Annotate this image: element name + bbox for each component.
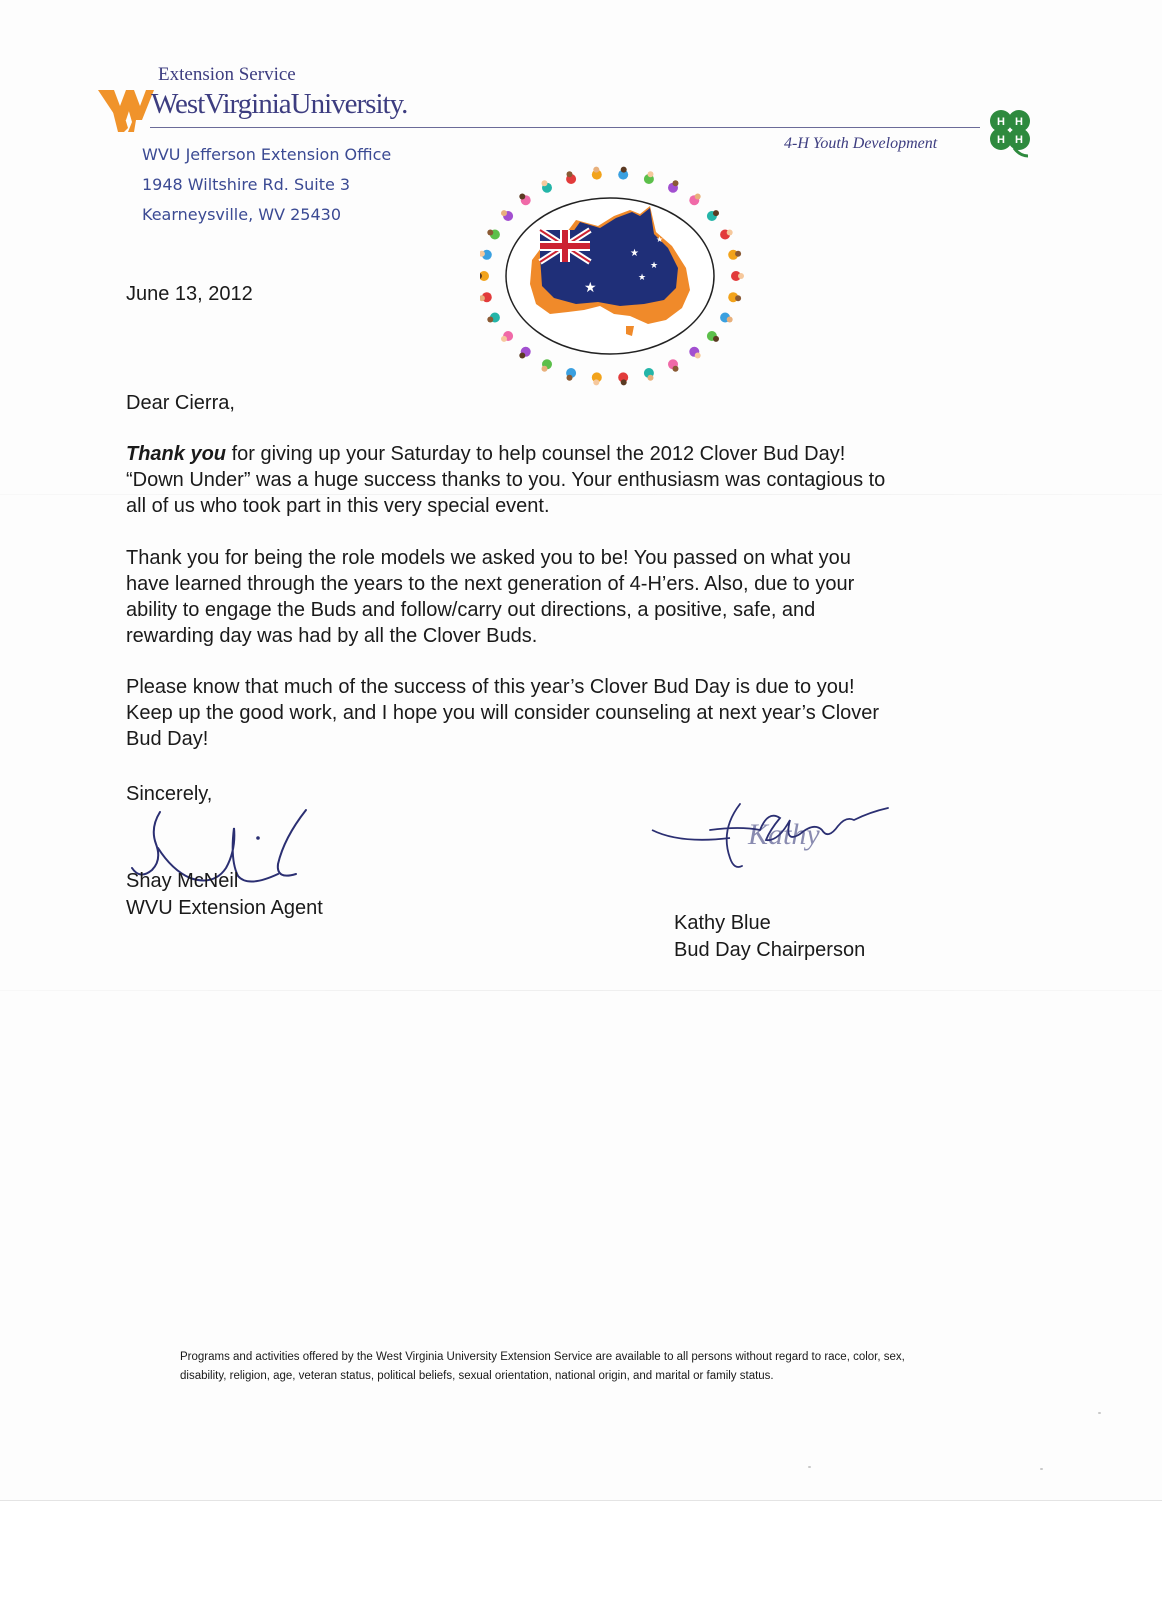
four-h-clover-icon xyxy=(984,106,1036,158)
child-head xyxy=(501,336,507,342)
signatory-title: Bud Day Chairperson xyxy=(674,939,866,961)
paragraph-line: “Down Under” was a huge success thanks to you. Your enthusiasm was contagious to xyxy=(126,469,886,491)
child-head xyxy=(695,194,701,200)
paragraph-role-models xyxy=(126,545,854,649)
child-head xyxy=(542,180,548,186)
wvu-flying-wv-logo-icon xyxy=(98,82,154,132)
paragraph-line: ability to engage the Buds and follow/carry out directions, a positive, safe, and xyxy=(126,599,816,621)
child-head xyxy=(621,379,627,385)
university-name: WestVirginiaUniversity. xyxy=(151,88,408,120)
office-street: 1948 Wiltshire Rd. Suite 3 xyxy=(142,175,351,194)
child-head xyxy=(738,273,744,279)
child-head xyxy=(673,180,679,186)
child-head xyxy=(501,210,507,216)
child-head xyxy=(713,210,719,216)
scan-speck xyxy=(1040,1468,1043,1470)
child-head xyxy=(593,167,599,173)
letterhead-divider xyxy=(150,127,980,128)
signatory-name: Kathy Blue xyxy=(674,912,771,934)
clover-letter: H xyxy=(1015,116,1023,128)
child-head xyxy=(567,171,573,177)
letter-date: June 13, 2012 xyxy=(126,283,253,305)
thank-you-emphasis: Thank you xyxy=(126,443,227,465)
signatory-shay-mcneil xyxy=(126,868,323,922)
child-head xyxy=(713,336,719,342)
child-head xyxy=(735,295,741,301)
paragraph-line: Please know that much of the success of this year’s Clover Bud Day is due to you! xyxy=(126,676,855,698)
svg-text:★: ★ xyxy=(650,260,659,270)
office-city: Kearneysville, WV 25430 xyxy=(142,205,341,224)
footer-line: disability, religion, age, veteran status, political beliefs, sexual orientation, national origin, and marital or family status. xyxy=(180,1370,774,1382)
program-label: 4-H Youth Development xyxy=(784,135,938,152)
child-head xyxy=(519,194,525,200)
child-head xyxy=(727,230,733,236)
paragraph-line: Bud Day! xyxy=(126,728,209,750)
child-head xyxy=(727,317,733,323)
child-head xyxy=(487,317,493,323)
signatory-kathy-blue xyxy=(674,910,865,964)
office-name: WVU Jefferson Extension Office xyxy=(142,145,392,164)
child-head xyxy=(673,366,679,372)
paragraph-line: Thank you for being the role models we asked you to be! You passed on what you xyxy=(126,547,851,569)
signature-kathy-blue-icon xyxy=(650,800,890,890)
signatory-name: Shay McNeil xyxy=(126,870,239,892)
child-head xyxy=(519,353,525,359)
paragraph-line: rewarding day was had by all the Clover Buds. xyxy=(126,625,538,647)
child-head xyxy=(695,353,701,359)
svg-text:★: ★ xyxy=(656,235,664,244)
letter-closing: Sincerely, xyxy=(126,783,213,805)
paragraph-line: for giving up your Saturday to help counsel the 2012 Clover Bud Day! xyxy=(226,443,846,465)
child-head xyxy=(487,230,493,236)
letter-greeting: Dear Cierra, xyxy=(126,392,235,414)
child-head xyxy=(567,375,573,381)
paragraph-line: Keep up the good work, and I hope you will consider counseling at next year’s Clover xyxy=(126,702,880,724)
svg-text:★: ★ xyxy=(638,272,647,282)
child-head xyxy=(648,375,654,381)
svg-text:★: ★ xyxy=(584,279,597,295)
extension-service-label: Extension Service xyxy=(158,64,296,85)
paragraph-success xyxy=(126,674,879,752)
paragraph-line: have learned through the years to the next generation of 4-H’ers. Also, due to your xyxy=(126,573,855,595)
office-address xyxy=(142,140,391,230)
scan-speck xyxy=(808,1466,811,1468)
scan-speck xyxy=(1098,1412,1101,1414)
svg-text:★: ★ xyxy=(630,248,639,259)
signatory-title: WVU Extension Agent xyxy=(126,897,323,919)
child-head xyxy=(648,171,654,177)
signature-script-text: Kathy xyxy=(748,818,820,851)
child-head xyxy=(735,251,741,257)
clover-letter: H xyxy=(997,116,1005,128)
clover-letter: H xyxy=(1015,134,1023,146)
paragraph-line: all of us who took part in this very special event. xyxy=(126,495,550,517)
paragraph-thanks xyxy=(126,441,885,519)
australia-clover-bud-emblem-icon xyxy=(480,156,766,400)
child-head xyxy=(593,379,599,385)
child-head xyxy=(621,167,627,173)
scanner-margin xyxy=(0,1500,1162,1601)
clover-letter: H xyxy=(997,134,1005,146)
child-head xyxy=(542,366,548,372)
footer-line: Programs and activities offered by the West Virginia University Extension Service are available to all persons without regard to race, color, sex, xyxy=(180,1351,905,1363)
nondiscrimination-footer xyxy=(180,1348,980,1386)
fold-line xyxy=(0,990,1162,991)
